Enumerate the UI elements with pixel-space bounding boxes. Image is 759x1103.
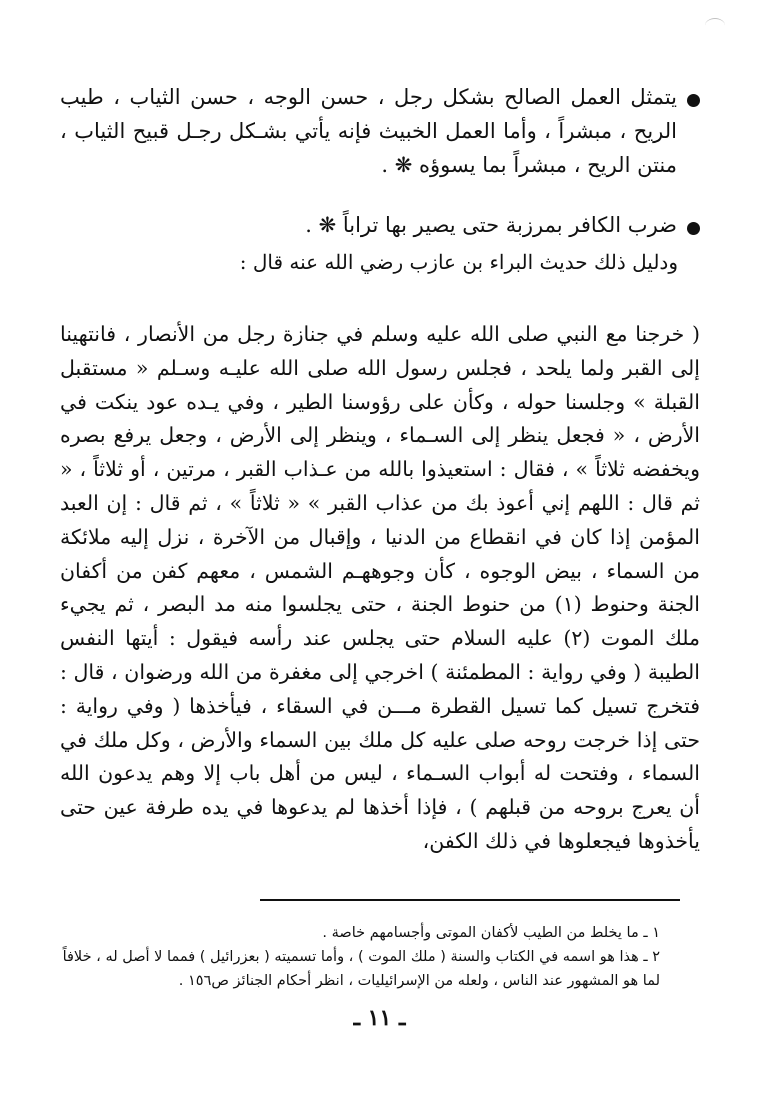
footnotes bbox=[60, 921, 660, 993]
document-page bbox=[60, 80, 700, 1080]
evidence-line: ودليل ذلك حديث البراء بن عازب رضي الله عنه قال : bbox=[239, 250, 678, 274]
page-number: ـ ١١ ـ bbox=[353, 1005, 406, 1031]
bullet-text-1: يتمثل العمل الصالح بشكل رجل ، حسن الوجه ، حسن الثياب ، طيب الريح ، مبشراً ، وأما العمل الخبيث فإنه يأتي بشـكل رجـل قبيح الثياب ، منتن الريح ، مبشراً بما يسوؤه ❋ . bbox=[60, 85, 677, 177]
bullet-dot-icon bbox=[687, 222, 700, 235]
scan-corner-mark bbox=[705, 18, 725, 33]
bullet-point-2 bbox=[60, 208, 700, 242]
footnote-divider bbox=[260, 899, 680, 901]
bullet-point-1 bbox=[60, 80, 700, 182]
bullet-text-2: ضرب الكافر بمرزبة حتى يصير بها تراباً ❋ . bbox=[305, 213, 677, 237]
bullet-dot-icon bbox=[687, 94, 700, 107]
footnote-2: ٢ ـ هذا هو اسمه في الكتاب والسنة ( ملك الموت ) ، وأما تسميته ( بعزرائيل ) فمما لا أصل له ، خلافاً لما هو المشهور عند الناس ، ولعله من الإسرائيليات ، انظر أحكام الجنائز ص١٥٦ . bbox=[62, 948, 660, 989]
footnote-1: ١ ـ ما يخلط من الطيب لأكفان الموتى وأجسامهم خاصة . bbox=[322, 924, 660, 941]
hadith-text: ( خرجنا مع النبي صلى الله عليه وسلم في جنازة رجل من الأنصار ، فانتهينا إلى القبر ولما يلحد ، فجلس رسول الله صلى الله عليـه وسـلم « مستقبل القبلة » وجلسنا حوله ، وكأن على رؤوسنا الطير ، وفي يـده عود ينكت في الأرض ، « فجعل ينظر إلى السـماء ، وينظر إلى الأرض ، وجعل يرفع بصره ويخفضه ثلاثاً » ، فقال : استعيذوا بالله من عـذاب القبر ، مرتين ، أو ثلاثاً ، « ثم قال : اللهم إني أعوذ بك من عذاب القبر » « ثلاثاً » ، ثم قال : إن العبد المؤمن إذا كان في انقطاع من الدنيا ، وإقبال من الآخرة ، نزل إليه ملائكة من السماء ، بيض الوجوه ، كأن وجوههـم الشمس ، معهم كفن من أكفان الجنة وحنوط (١) من حنوط الجنة ، حتى يجلسوا منه مد البصر ، ثم يجيء ملك الموت (٢) عليه السلام حتى يجلس عند رأسه فيقول : أيتها النفس الطيبة ( وفي رواية : المطمئنة ) اخرجي إلى مغفرة من الله ورضوان ، قال : فتخرج تسيل كما تسيل القطرة مـــن في السقاء ، فيأخذها ( وفي رواية : حتى إذا خرجت روحه صلى عليه كل ملك بين السماء والأرض ، وكل ملك في السماء ، وفتحت له أبواب السـماء ، ليس من أهل باب إلا وهم يدعون الله أن يعرج بروحه من قبلهم ) ، فإذا أخذها لم يدعوها في يده طرفة عين حتى يأخذوها فيجعلوها في ذلك الكفن، bbox=[60, 322, 701, 853]
